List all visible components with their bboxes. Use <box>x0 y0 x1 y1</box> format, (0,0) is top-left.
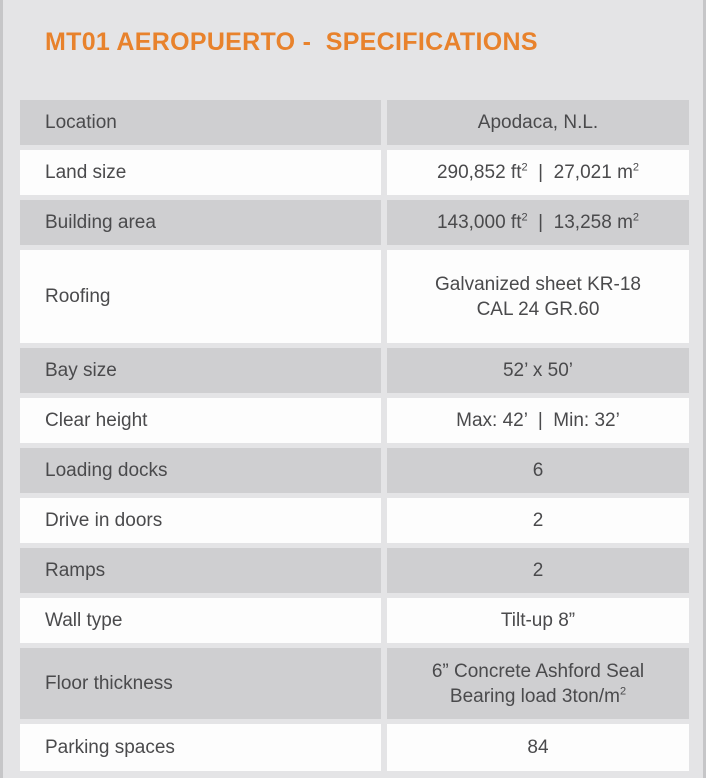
spec-label: Drive in doors <box>20 498 381 543</box>
spec-value <box>387 200 689 245</box>
roofing-line-2: CAL 24 GR.60 <box>476 298 600 320</box>
spec-row-wall-type <box>20 598 689 643</box>
spec-value: 2 <box>387 548 689 593</box>
spec-label: Clear height <box>20 398 381 443</box>
spec-value <box>387 150 689 195</box>
floor-line-2-text: Bearing load 3ton/m <box>449 685 620 707</box>
spec-row-drive-in-doors <box>20 498 689 543</box>
spec-label: Building area <box>20 200 381 245</box>
spec-value: Apodaca, N.L. <box>387 100 689 145</box>
land-size-ft: 290,852 ft <box>436 162 522 183</box>
separator: | <box>527 162 554 183</box>
spec-row-location <box>20 100 689 145</box>
superscript: 2 <box>521 211 528 224</box>
building-area-m: 13,258 m <box>553 212 633 233</box>
spec-label: Roofing <box>20 250 381 343</box>
spec-label: Land size <box>20 150 381 195</box>
spec-row-building-area <box>20 200 689 245</box>
spec-row-parking-spaces <box>20 724 689 771</box>
floor-line-2 <box>397 684 679 709</box>
spec-label: Parking spaces <box>20 724 381 771</box>
spec-value: Max: 42’ | Min: 32’ <box>387 398 689 443</box>
superscript: 2 <box>632 161 640 174</box>
spec-label: Location <box>20 100 381 145</box>
building-area-ft: 143,000 ft <box>436 212 522 233</box>
spec-row-floor-thickness <box>20 648 689 719</box>
spec-label: Floor thickness <box>20 648 381 719</box>
superscript: 2 <box>632 211 640 224</box>
spec-row-loading-docks <box>20 448 689 493</box>
spec-label: Bay size <box>20 348 381 393</box>
floor-line-1: 6” Concrete Ashford Seal <box>431 660 645 682</box>
spec-value <box>387 250 689 343</box>
superscript: 2 <box>521 161 528 174</box>
spec-value: 2 <box>387 498 689 543</box>
spec-row-land-size <box>20 150 689 195</box>
spec-value: 6 <box>387 448 689 493</box>
spec-row-clear-height <box>20 398 689 443</box>
separator: | <box>527 212 554 233</box>
spec-value: Tilt-up 8” <box>387 598 689 643</box>
spec-row-ramps <box>20 548 689 593</box>
spec-row-bay-size <box>20 348 689 393</box>
spec-value <box>387 648 689 719</box>
land-size-m: 27,021 m <box>553 162 633 183</box>
spec-value: 52’ x 50’ <box>387 348 689 393</box>
roofing-line-1: Galvanized sheet KR-18 <box>435 273 641 295</box>
superscript: 2 <box>619 685 627 698</box>
spec-value: 84 <box>387 724 689 771</box>
spec-label: Wall type <box>20 598 381 643</box>
specifications-table <box>14 95 695 776</box>
spec-label: Loading docks <box>20 448 381 493</box>
frame-left-border <box>0 0 3 778</box>
spec-label: Ramps <box>20 548 381 593</box>
spec-row-roofing <box>20 250 689 343</box>
page-title: MT01 AEROPUERTO - SPECIFICATIONS <box>45 28 538 56</box>
